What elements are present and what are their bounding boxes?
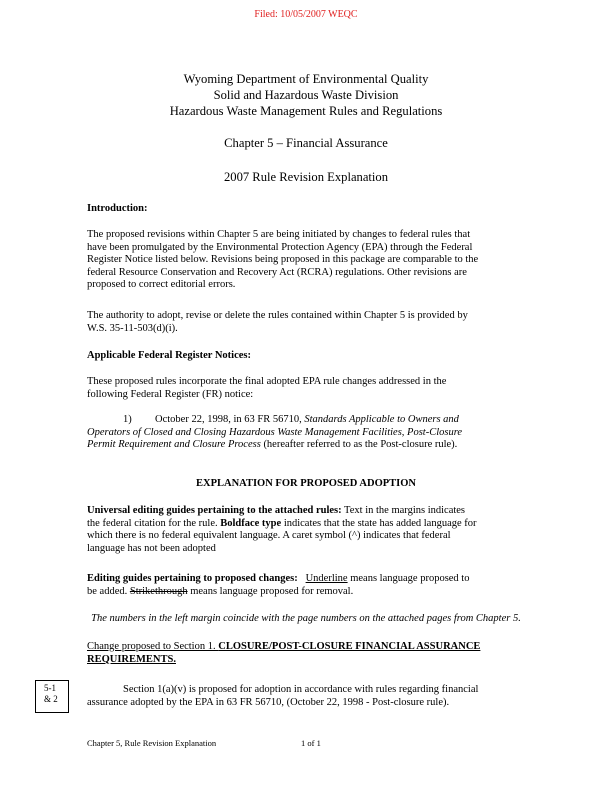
change-paragraph: Section 1(a)(v) is proposed for adoption in accordance with rules regarding financial assurance adopted by the EPA in 63 FR 56710, (October 22, 1998 - Post-closure rule). [87, 684, 479, 708]
document-subtitle: 2007 Rule Revision Explanation [223, 170, 389, 184]
notices-heading: Applicable Federal Register Notices: [87, 350, 251, 361]
footer-title: Chapter 5, Rule Revision Explanation [87, 738, 217, 748]
notice-item-1: 1) October 22, 1998, in 63 FR 56710, Standards Applicable to Owners and Operators of Closed and Closing Hazardous Waste Management Facilities, Post-Closure Permit Requirement and Closure Process (hereafter referred to as the Post-closure rule). [87, 414, 463, 451]
change-section-heading: Change proposed to Section 1. CLOSURE/POST-CLOSURE FINANCIAL ASSURANCE REQUIREMENTS. [87, 641, 481, 665]
header-department: Wyoming Department of Environmental Quality [183, 72, 429, 86]
universal-editing-guides: Universal editing guides pertaining to the attached rules: Text in the margins indicates the federal citation for the rule. Boldface type indicates that the state has added language for which there is no federal equivalent language. A caret symbol (^) indicates that federal language has not been adopted [87, 505, 477, 554]
intro-paragraph-2: The authority to adopt, revise or delete the rules contained within Chapter 5 is provided by W.S. 35-11-503(d)(i). [87, 310, 468, 334]
header-division: Solid and Hazardous Waste Division [213, 88, 399, 102]
intro-heading: Introduction: [87, 203, 148, 214]
explanation-heading: EXPLANATION FOR PROPOSED ADOPTION [195, 478, 417, 489]
footer-page-number: 1 of 1 [301, 738, 321, 748]
chapter-title: Chapter 5 – Financial Assurance [224, 136, 388, 150]
proposed-editing-guides: Editing guides pertaining to proposed changes: Underline means language proposed to be added. Strikethrough means language proposed for removal. [87, 573, 470, 597]
margin-note: The numbers in the left margin coincide with the page numbers on the attached pages from Chapter 5. [91, 613, 521, 624]
intro-paragraph-1: The proposed revisions within Chapter 5 are being initiated by changes to federal rules that have been promulgated by the Environmental Protection Agency (EPA) through the Federal Register Notice listed below. Revisions being proposed in this package are comparable to the federal Resource Conservation and Recovery Act (RCRA) regulations. Other revisions are proposed to correct editorial errors. [87, 229, 479, 291]
notices-paragraph: These proposed rules incorporate the final adopted EPA rule changes addressed in the following Federal Register (FR) notice: [87, 376, 447, 400]
header-rules: Hazardous Waste Management Rules and Regulations [169, 104, 443, 118]
filed-stamp: Filed: 10/05/2007 WEQC [254, 9, 358, 20]
margin-page-reference: 5-1 & 2 [35, 680, 69, 713]
